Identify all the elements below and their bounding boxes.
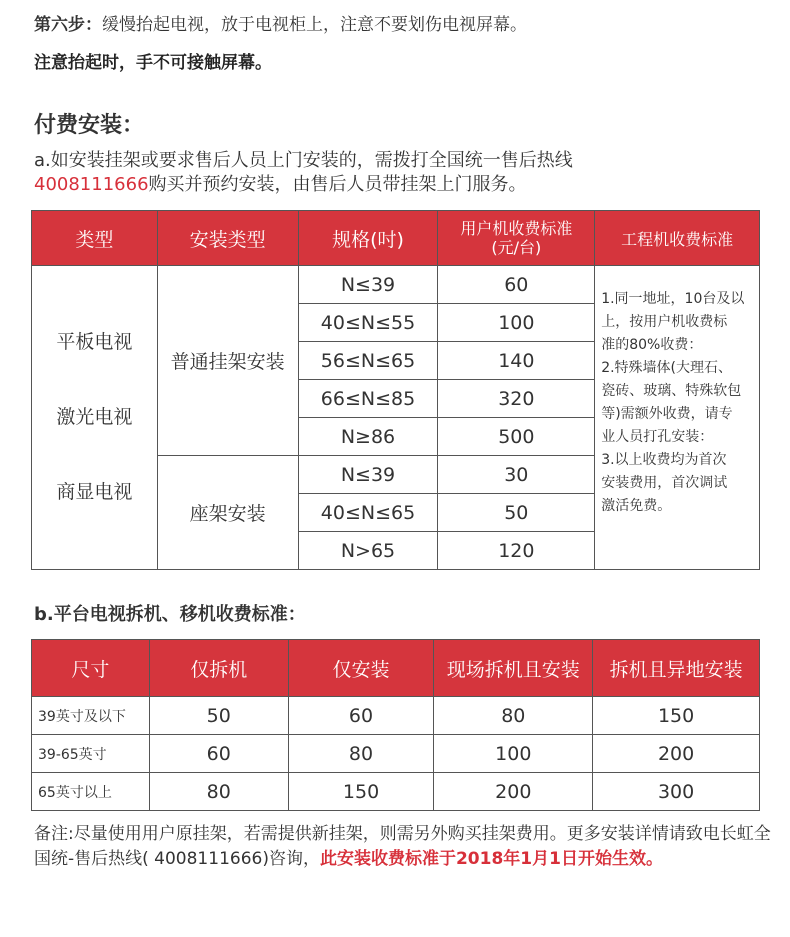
- note-line: 2.特殊墙体(大理石、: [601, 360, 733, 376]
- section-b-title: b.平台电视拆机、移机收费标准：: [34, 604, 306, 625]
- header-relocate: 拆机且异地安装: [593, 640, 760, 697]
- note-line: 业人员打孔安装：: [601, 429, 714, 445]
- spec-cell: 40≤N≤65: [298, 494, 438, 532]
- value-cell: 80: [434, 697, 593, 735]
- price-cell: 500: [438, 418, 595, 456]
- note-line: 1.同一地址，10台及以: [601, 291, 745, 307]
- note-line: 准的80%收费：: [601, 337, 703, 353]
- section-paid-install-title: 付费安装：: [34, 113, 145, 138]
- value-cell: 150: [288, 773, 434, 811]
- relocation-fee-table: [31, 639, 760, 811]
- price-cell: 100: [438, 304, 595, 342]
- note-line: 3.以上收费均为首次: [601, 452, 727, 468]
- table-row: [32, 735, 760, 773]
- header-size: 尺寸: [32, 640, 150, 697]
- table-header-row: [32, 211, 760, 266]
- value-cell: 300: [593, 773, 760, 811]
- note-line: 瓷砖、玻璃、特殊软包: [601, 383, 742, 399]
- footer-text: 备注:尽量使用用户原挂架，若需提供新挂架，则需另外购买挂架费用。更多安装详情请致电长虹全国统-售后热线( 4008111666)咨询，: [34, 824, 771, 869]
- value-cell: 100: [434, 735, 593, 773]
- price-cell: 140: [438, 342, 595, 380]
- tv-types-cell: [32, 266, 158, 570]
- header-user-price: [438, 211, 595, 266]
- value-cell: 200: [434, 773, 593, 811]
- step-text: 缓慢抬起电视，放于电视柜上，注意不要划伤电视屏幕。: [102, 15, 527, 35]
- header-user-price-line2: (元/台): [491, 238, 542, 257]
- table-row: [32, 697, 760, 735]
- spec-cell: N≤39: [298, 266, 438, 304]
- install-stand-cell: 座架安装: [157, 456, 298, 570]
- header-install-only: 仅安装: [288, 640, 434, 697]
- value-cell: 60: [288, 697, 434, 735]
- size-cell: 39-65英寸: [32, 735, 150, 773]
- note-line: 安装费用，首次调试: [601, 475, 728, 491]
- value-cell: 150: [593, 697, 760, 735]
- size-cell: 39英寸及以下: [32, 697, 150, 735]
- install-fee-table: [31, 210, 760, 570]
- size-cell: 65英寸以上: [32, 773, 150, 811]
- para-prefix: a.如安装挂架或要求售后人员上门安装的，需拨打全国统一售后热线: [34, 150, 573, 171]
- header-spec: 规格(吋): [298, 211, 438, 266]
- step-label: 第六步：: [34, 15, 102, 35]
- spec-cell: 40≤N≤55: [298, 304, 438, 342]
- header-user-price-line1: 用户机收费标准: [460, 219, 573, 238]
- price-cell: 120: [438, 532, 595, 570]
- price-cell: 320: [438, 380, 595, 418]
- price-cell: 60: [438, 266, 595, 304]
- price-cell: 30: [438, 456, 595, 494]
- type-flat-tv: 平板电视: [56, 331, 133, 353]
- type-laser-tv: 激光电视: [56, 406, 133, 428]
- step-six: [34, 10, 527, 35]
- para-suffix: 购买并预约安装，由售后人员带挂架上门服务。: [148, 174, 527, 195]
- caution-note: 注意抬起时，手不可接触屏幕。: [34, 53, 272, 73]
- type-commercial-tv: 商显电视: [56, 481, 133, 503]
- hotline-number: 4008111666: [34, 174, 149, 195]
- spec-cell: N>65: [298, 532, 438, 570]
- table-row: [32, 773, 760, 811]
- value-cell: 80: [288, 735, 434, 773]
- value-cell: 50: [149, 697, 288, 735]
- header-project-price: 工程机收费标准: [595, 211, 760, 266]
- price-cell: 50: [438, 494, 595, 532]
- footer-note: [34, 822, 774, 872]
- header-install-type: 安装类型: [157, 211, 298, 266]
- note-line: 上，按用户机收费标: [601, 314, 728, 330]
- header-type: 类型: [32, 211, 158, 266]
- table-row: [32, 266, 760, 304]
- table-header-row: [32, 640, 760, 697]
- spec-cell: 56≤N≤65: [298, 342, 438, 380]
- project-note-cell: [595, 266, 760, 570]
- header-onsite: 现场拆机且安装: [434, 640, 593, 697]
- value-cell: 200: [593, 735, 760, 773]
- footer-highlight: 此安装收费标准于2018年1月1日开始生效。: [319, 849, 663, 869]
- spec-cell: 66≤N≤85: [298, 380, 438, 418]
- spec-cell: N≥86: [298, 418, 438, 456]
- header-remove-only: 仅拆机: [149, 640, 288, 697]
- value-cell: 80: [149, 773, 288, 811]
- spec-cell: N≤39: [298, 456, 438, 494]
- paid-install-paragraph: [34, 149, 774, 197]
- note-line: 激活免费。: [601, 498, 672, 514]
- note-line: 等)需额外收费，请专: [601, 406, 733, 422]
- install-wall-cell: 普通挂架安装: [157, 266, 298, 456]
- value-cell: 60: [149, 735, 288, 773]
